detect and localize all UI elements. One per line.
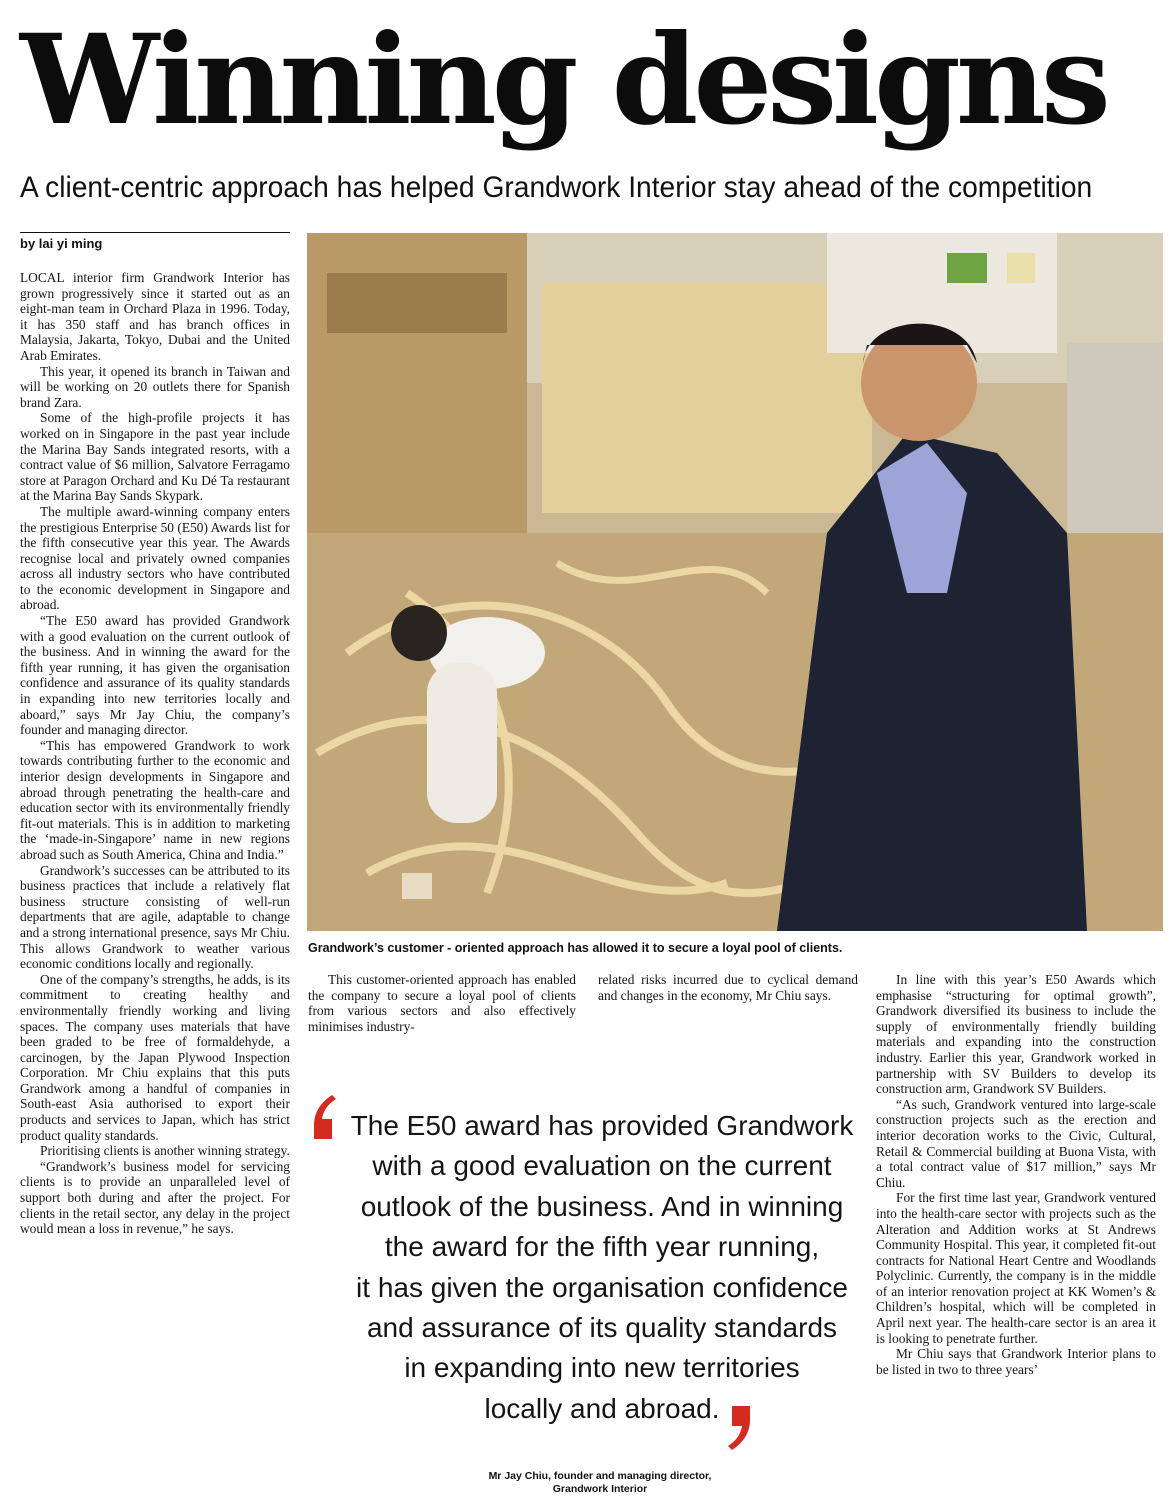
- paragraph: One of the company’s strengths, he adds, is its commitment to creating healthy and environmentally friendly working and living spaces. The company uses materials that have been graded to be free of formaldehyde, a carcinogen, by the Japan Plywood Inspection Corporation. Mr Chiu explains that this puts Grandwork among a handful of companies in South-east Asia authorised to export their products and services to Japan, which has strict product quality standards.: [20, 971, 290, 1143]
- pull-quote-attribution: [400, 1470, 800, 1496]
- photo-caption: Grandwork’s customer - oriented approach has allowed it to secure a loyal pool of clients.: [308, 941, 843, 955]
- paragraph: In line with this year’s E50 Awards which emphasise “structuring for optimal growth”, Grandwork diversified its business to include the supply of environmentally friendly building materials and expanding into the construction industry. Earlier this year, Grandwork worked in partnership with SV Builders to develop its construction arm, Grandwork SV Builders.: [876, 972, 1156, 1097]
- paragraph: This customer-oriented approach has enabled the company to secure a loyal pool of clients from various sectors and also effectively minimises industry-: [308, 972, 576, 1034]
- paragraph: This year, it opened its branch in Taiwan and will be working on 20 outlets there for Spanish brand Zara.: [20, 363, 290, 410]
- paragraph: For the first time last year, Grandwork ventured into the health-care sector with projects such as the Alteration and Addition works at St Andrews Community Hospital. This year, it completed fit-out contracts for National Heart Centre and Woodlands Polyclinic. Currently, the company is in the middle of an interior renovation project at KK Women’s & Children’s hospital, which will be completed in April next year. The health-care sector is an area it is looking to penetrate further.: [876, 1190, 1156, 1346]
- pull-quote: [338, 1106, 866, 1429]
- paragraph: related risks incurred due to cyclical demand and changes in the economy, Mr Chiu says.: [598, 972, 858, 1003]
- workshop-photo: [307, 233, 1163, 931]
- attribution-line: Grandwork Interior: [552, 1483, 648, 1495]
- byline: by lai yi ming: [20, 232, 290, 253]
- deck-subheadline: A client-centric approach has helped Grandwork Interior stay ahead of the competition: [20, 171, 1093, 204]
- paragraph: “The E50 award has provided Grandwork with a good evaluation on the current outlook of the business. And in winning the award for the fifth year running, it has given the organisation confidence and assurance of its quality standards in expanding into new territories locally and aboard,” says Mr Jay Chiu, the company’s founder and managing director.: [20, 613, 290, 738]
- paragraph: Mr Chiu says that Grandwork Interior plans to be listed in two to three years’: [876, 1346, 1156, 1377]
- headline: Winning designs: [20, 8, 1106, 153]
- pull-quote-line: with a good evaluation on the current: [372, 1150, 832, 1182]
- photo-illustration: [307, 233, 1163, 931]
- pull-quote-line: in expanding into new territories: [404, 1352, 800, 1384]
- pull-quote-line: locally and abroad.: [484, 1392, 720, 1424]
- article-column-2: [308, 972, 576, 1034]
- pull-quote-line: and assurance of its quality standards: [366, 1312, 838, 1344]
- paragraph: “As such, Grandwork ventured into large-scale construction projects such as the erection and interior decoration works to the Civic, Cultural, Retail & Commercial building at Buona Vista, with a total contract value of $17 million,” says Mr Chiu.: [876, 1096, 1156, 1190]
- quote-close-mark-icon: [726, 1404, 752, 1450]
- pull-quote-line: it has given the organisation confidence: [356, 1271, 848, 1303]
- article-column-1: [20, 270, 290, 1500]
- pull-quote-line: the award for the fifth year running,: [384, 1231, 820, 1263]
- paragraph: Prioritising clients is another winning strategy.: [40, 1143, 290, 1159]
- article-column-4: [876, 972, 1156, 1500]
- paragraph: Grandwork’s successes can be attributed to its business practices that include a relatively flat business structure consisting of well-run departments that are agile, adaptable to change and a strong international presence, says Mr Chiu. This allows Grandwork to weather various economic conditions locally and regionally.: [20, 862, 290, 972]
- paragraph: LOCAL interior firm Grandwork Interior has grown progressively since it started out as an eight-man team in Orchard Plaza in 1996. Today, it has 350 staff and has branch offices in Malaysia, Jakarta, Tokyo, Dubai and the United Arab Emirates.: [20, 270, 290, 363]
- paragraph: The multiple award-winning company enters the prestigious Enterprise 50 (E50) Awards list for the fifth consecutive year this year. The Awards recognise local and privately owned companies across all industry sectors who have contributed to the economic development in Singapore and abroad.: [20, 503, 290, 613]
- attribution-line: Mr Jay Chiu, founder and managing director,: [488, 1470, 712, 1482]
- paragraph: “Grandwork’s business model for servicing clients is to provide an unparalleled level of support both during and after the project. For clients in the retail sector, any delay in the project would mean a loss in revenue,” he says.: [20, 1158, 290, 1237]
- quote-open-mark-icon: [312, 1095, 338, 1141]
- article-column-3: [598, 972, 858, 1003]
- paragraph: Some of the high-profile projects it has worked on in Singapore in the past year include the Marina Bay Sands integrated resorts, with a contract value of $6 million, Salvatore Ferragamo store at Paragon Orchard and Ku Dé Ta restaurant at the Marina Bay Sands Skypark.: [20, 410, 290, 504]
- pull-quote-line: The E50 award has provided Grandwork: [350, 1110, 854, 1141]
- pull-quote-line: outlook of the business. And in winning: [360, 1190, 844, 1222]
- paragraph: “This has empowered Grandwork to work towards contributing further to the economic and interior design developments in Singapore and abroad through penetrating the health-care and education sector with its environmentally friendly fit-out materials. This is in addition to marketing the ‘made-in-Singapore’ name in new regions abroad such as South America, China and India.”: [20, 737, 290, 862]
